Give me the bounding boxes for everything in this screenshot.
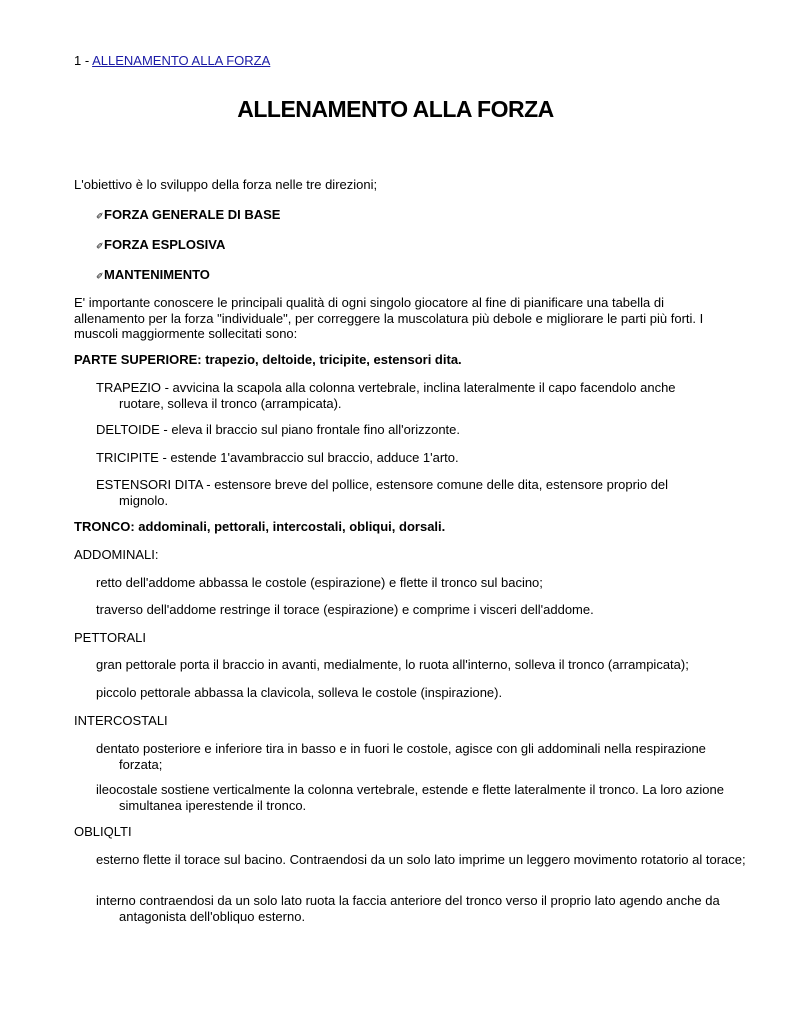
group-label-pettorali: PETTORALI	[74, 630, 147, 645]
section-heading-upper: PARTE SUPERIORE: trapezio, deltoide, tricipite, estensori dita.	[74, 352, 462, 367]
muscle-item: dentato posteriore e inferiore tira in basso e in fuori le costole, agisce con gli addominali nella respirazione forzata;	[96, 741, 706, 772]
pencil-icon: ✐	[96, 271, 104, 281]
muscle-item: gran pettorale porta il braccio in avanti, medialmente, lo ruota all'interno, solleva il tronco (arrampicata);	[96, 657, 689, 672]
muscle-item: TRICIPITE - estende 1'avambraccio sul braccio, adduce 1'arto.	[96, 450, 459, 465]
muscle-item: DELTOIDE - eleva il braccio sul piano frontale fino all'orizzonte.	[96, 422, 461, 437]
section-heading-trunk: TRONCO: addominali, pettorali, intercostali, obliqui, dorsali.	[74, 519, 446, 534]
muscle-item: ileocostale sostiene verticalmente la colonna vertebrale, estende e flette lateralmente il tronco. La loro azione simultanea iperestende il tronco.	[96, 782, 724, 813]
bullet-item: ✐FORZA ESPLOSIVA	[96, 237, 225, 255]
page-title: ALLENAMENTO ALLA FORZA	[237, 96, 554, 122]
muscle-item: piccolo pettorale abbassa la clavicola, solleva le costole (inspirazione).	[96, 685, 503, 700]
bullet-item: ✐FORZA GENERALE DI BASE	[96, 207, 280, 225]
group-label-addominali: ADDOMINALI:	[74, 547, 159, 562]
group-label-obliqui: OBLIQLTI	[74, 824, 132, 839]
breadcrumb	[74, 53, 270, 68]
bullet-item: ✐MANTENIMENTO	[96, 267, 210, 285]
breadcrumb-link[interactable]: ALLENAMENTO ALLA FORZA	[92, 53, 271, 68]
breadcrumb-number: 1 -	[74, 53, 90, 68]
muscle-item: ESTENSORI DITA - estensore breve del pollice, estensore comune delle dita, estensore proprio del mignolo.	[96, 477, 669, 508]
pencil-icon: ✐	[96, 211, 104, 221]
muscle-item: retto dell'addome abbassa le costole (espirazione) e flette il tronco sul bacino;	[96, 575, 543, 590]
muscle-item: TRAPEZIO - avvicina la scapola alla colonna vertebrale, inclina lateralmente il capo facendolo anche ruotare, solleva il tronco (arrampicata).	[96, 380, 676, 411]
body-paragraph: E' importante conoscere le principali qualità di ogni singolo giocatore al fine di pianificare una tabella di allenamento per la forza "individuale", per correggere la muscolatura più debole e migliorare le parti più forti. I muscoli maggiormente sollecitati sono:	[74, 295, 704, 341]
muscle-item: traverso dell'addome restringe il torace (espirazione) e comprime i visceri dell'addome.	[96, 602, 594, 617]
intro-text: L'obiettivo è lo sviluppo della forza nelle tre direzioni;	[74, 177, 378, 192]
muscle-item: esterno flette il torace sul bacino. Contraendosi da un solo lato imprime un leggero movimento rotatorio al torace;	[96, 852, 746, 867]
pencil-icon: ✐	[96, 241, 104, 251]
muscle-item: interno contraendosi da un solo lato ruota la faccia anteriore del tronco verso il proprio lato agendo anche da antagonista dell'obliquo esterno.	[96, 893, 720, 924]
group-label-intercostali: INTERCOSTALI	[74, 713, 168, 728]
